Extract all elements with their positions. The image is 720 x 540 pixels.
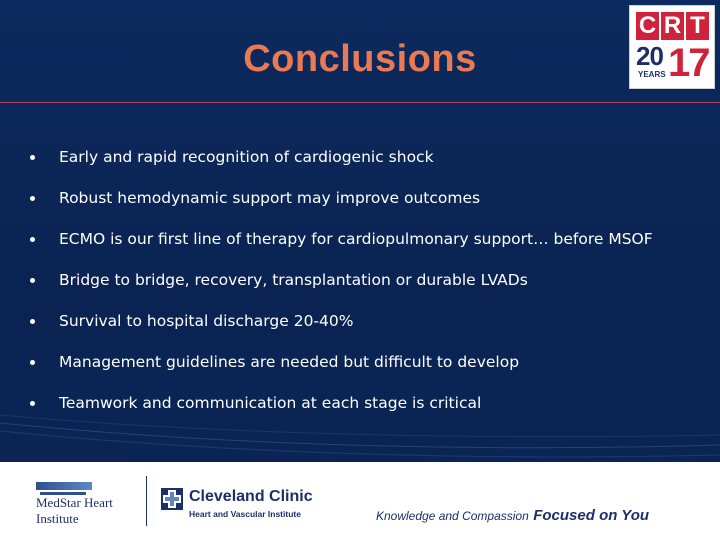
crt-letters — [636, 12, 709, 40]
medstar-name-line2: Institute — [36, 511, 79, 526]
bullet-dot-icon — [30, 278, 35, 283]
crt-years-label: YEARS — [638, 70, 666, 79]
bullet-item — [30, 219, 710, 260]
tagline — [376, 507, 649, 525]
bullet-text: Survival to hospital discharge 20-40% — [59, 312, 354, 330]
footer-divider — [146, 476, 147, 526]
bullet-text: Early and rapid recognition of cardiogenic shock — [59, 148, 434, 166]
crt-2017-logo — [629, 5, 715, 89]
crt-letter-r: R — [661, 12, 684, 40]
tagline-light: Knowledge and Compassion — [376, 509, 529, 523]
crt-letter-c: C — [636, 12, 659, 40]
bullet-item — [30, 178, 710, 219]
crt-year-17: 17 — [668, 41, 709, 85]
bullet-text: Robust hemodynamic support may improve outcomes — [59, 189, 481, 207]
bullet-dot-icon — [30, 196, 35, 201]
tagline-bold: Focused on You — [533, 507, 650, 524]
conclusions-list — [30, 137, 710, 424]
crt-letter-t: T — [686, 12, 709, 40]
bullet-item — [30, 301, 710, 342]
bullet-text: Teamwork and communication at each stage is critical — [59, 394, 482, 412]
bullet-dot-icon — [30, 360, 35, 365]
bullet-item — [30, 137, 710, 178]
slide-title: Conclusions — [243, 38, 477, 80]
title-divider — [0, 102, 720, 103]
crt-year-20: 20 — [636, 41, 663, 71]
decorative-wave-lines — [0, 395, 720, 465]
bullet-item — [30, 342, 710, 383]
footer-logo-bar — [0, 462, 720, 540]
bullet-text: Bridge to bridge, recovery, transplantation or durable LVADs — [59, 271, 528, 289]
cleveland-clinic-name: Cleveland Clinic — [189, 488, 313, 505]
bullet-dot-icon — [30, 319, 35, 324]
bullet-dot-icon — [30, 237, 35, 242]
cleveland-clinic-subtitle: Heart and Vascular Institute — [189, 509, 301, 519]
medstar-name-line1: MedStar Heart — [36, 495, 113, 510]
cleveland-clinic-cross-icon — [161, 488, 183, 510]
bullet-dot-icon — [30, 155, 35, 160]
bullet-item — [30, 260, 710, 301]
bullet-text: Management guidelines are needed but difficult to develop — [59, 353, 520, 371]
medstar-mark-icon — [36, 482, 92, 490]
bullet-text: ECMO is our first line of therapy for cardiopulmonary support… before MSOF — [59, 230, 653, 248]
